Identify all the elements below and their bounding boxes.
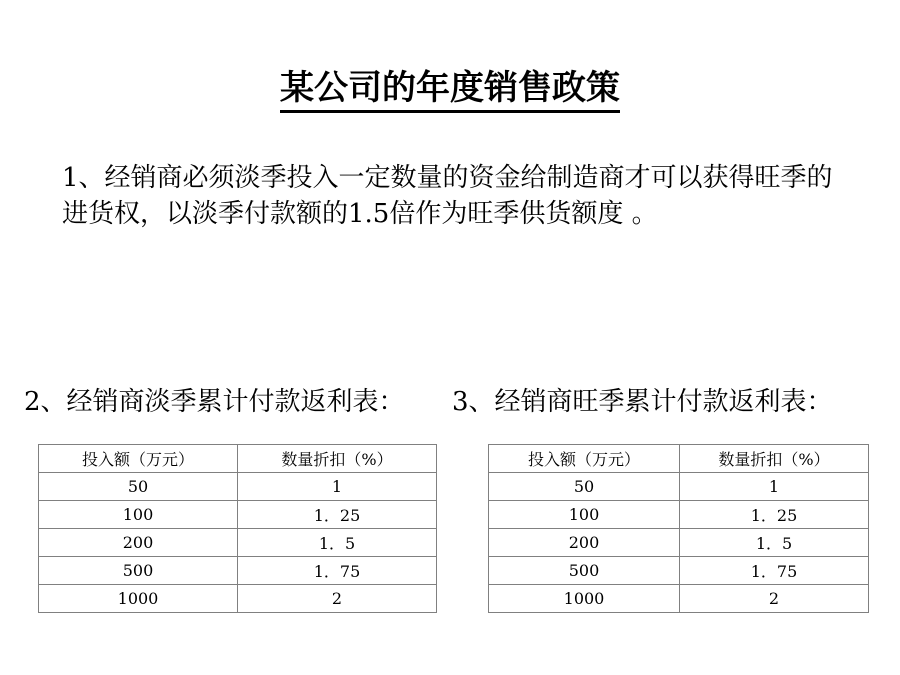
policy-paragraph-1: 1、经销商必须淡季投入一定数量的资金给制造商才可以获得旺季的进货权，以淡季付款额的1.5倍作为旺季供货额度 。 xyxy=(62,163,833,229)
cell-investment: 100 xyxy=(489,501,680,529)
table-header-row xyxy=(489,445,869,473)
cell-investment: 50 xyxy=(39,473,238,501)
table-row xyxy=(39,529,437,557)
page-title xyxy=(0,60,900,109)
column-header-investment: 投入额（万元） xyxy=(489,445,680,473)
table-row xyxy=(489,557,869,585)
table-row xyxy=(489,529,869,557)
cell-discount: 1．25 xyxy=(680,501,869,529)
table-row xyxy=(489,501,869,529)
table-row xyxy=(489,473,869,501)
off-season-heading: 2、经销商淡季累计付款返利表： xyxy=(24,387,405,417)
peak-season-heading: 3、经销商旺季累计付款返利表： xyxy=(452,387,833,417)
cell-investment: 50 xyxy=(489,473,680,501)
cell-discount: 1．5 xyxy=(238,529,437,557)
column-header-investment: 投入额（万元） xyxy=(39,445,238,473)
cell-discount: 1 xyxy=(680,473,869,501)
cell-discount: 1．25 xyxy=(238,501,437,529)
cell-discount: 2 xyxy=(238,585,437,613)
cell-investment: 500 xyxy=(489,557,680,585)
cell-discount: 1．5 xyxy=(680,529,869,557)
off-season-rebate-table xyxy=(38,444,437,613)
cell-investment: 1000 xyxy=(489,585,680,613)
cell-investment: 200 xyxy=(489,529,680,557)
cell-investment: 500 xyxy=(39,557,238,585)
cell-investment: 1000 xyxy=(39,585,238,613)
table-row xyxy=(489,585,869,613)
table-row xyxy=(39,473,437,501)
table-row xyxy=(39,557,437,585)
cell-discount: 1．75 xyxy=(238,557,437,585)
peak-season-rebate-table xyxy=(488,444,869,613)
page-title-text: 某公司的年度销售政策 xyxy=(280,68,620,113)
column-header-discount: 数量折扣（%） xyxy=(238,445,437,473)
table-row xyxy=(39,585,437,613)
cell-investment: 200 xyxy=(39,529,238,557)
cell-investment: 100 xyxy=(39,501,238,529)
cell-discount: 1 xyxy=(238,473,437,501)
cell-discount: 2 xyxy=(680,585,869,613)
column-header-discount: 数量折扣（%） xyxy=(680,445,869,473)
table-row xyxy=(39,501,437,529)
cell-discount: 1．75 xyxy=(680,557,869,585)
table-header-row xyxy=(39,445,437,473)
